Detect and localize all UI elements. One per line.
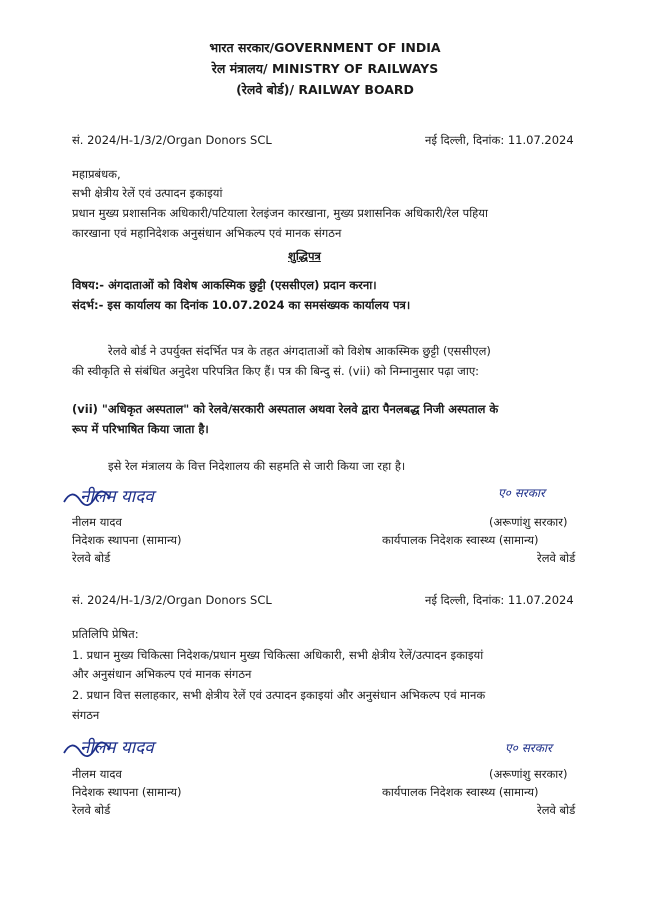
issue-date: नई दिल्ली, दिनांक: 11.07.2024: [425, 133, 574, 147]
addressee-line: प्रधान मुख्य प्रशासनिक अधिकारी/पटियाला रेलइंजन कारखाना, मुख्य प्रशासनिक अधिकारी/रेल पहिया: [72, 206, 488, 220]
concurrence-paragraph: इसे रेल मंत्रालय के वित्त निदेशालय की सहमति से जारी किया जा रहा है।: [108, 459, 406, 473]
copy-reference-number: सं. 2024/H-1/3/2/Organ Donors SCL: [72, 593, 272, 607]
svg-text:नीलम यादव: नीलम यादव: [80, 487, 154, 507]
svg-text:ए० सरकार: ए० सरकार: [505, 741, 552, 755]
svg-text:ए० सरकार: ए० सरकार: [498, 486, 545, 500]
copy-issue-date: नई दिल्ली, दिनांक: 11.07.2024: [425, 593, 574, 607]
header-board: (रेलवे बोर्ड)/ RAILWAY BOARD: [236, 82, 414, 97]
left-signature: [62, 482, 192, 516]
subject-line: विषय:- अंगदाताओं को विशेष आकस्मिक छुट्टी (एससीएल) प्रदान करना।: [72, 278, 377, 292]
signatory-office: रेलवे बोर्ड: [72, 803, 111, 817]
signatory-name: (अरूणांशु सरकार): [489, 515, 568, 529]
signatory-name: नीलम यादव: [72, 767, 122, 781]
addressee-line: सभी क्षेत्रीय रेलें एवं उत्पादन इकाइयां: [72, 186, 223, 200]
right-signature: [505, 737, 585, 763]
copy-recipient: 2. प्रधान वित्त सलाहकार, सभी क्षेत्रीय रेलें एवं उत्पादन इकाइयां और अनुसंधान अभिकल्प एवं मानक: [72, 688, 486, 702]
right-signature: [498, 482, 578, 508]
body-paragraph: रेलवे बोर्ड ने उपर्युक्त संदर्भित पत्र के तहत अंगदाताओं को विशेष आकस्मिक छुट्टी (एससीएल): [108, 344, 491, 358]
signatory-name: नीलम यादव: [72, 515, 122, 529]
reference-number: सं. 2024/H-1/3/2/Organ Donors SCL: [72, 133, 272, 147]
document-title: शुद्धिपत्र: [288, 249, 321, 263]
signatory-office: रेलवे बोर्ड: [72, 551, 111, 565]
copy-recipient: 1. प्रधान मुख्य चिकित्सा निदेशक/प्रधान मुख्य चिकित्सा अधिकारी, सभी क्षेत्रीय रेलें/उत्पादन इकाइयां: [72, 648, 484, 662]
svg-text:नीलम यादव: नीलम यादव: [80, 738, 154, 758]
copy-heading: प्रतिलिपि प्रेषित:: [72, 627, 139, 641]
signatory-designation: कार्यपालक निदेशक स्वास्थ्य (सामान्य): [382, 533, 539, 547]
signatory-designation: कार्यपालक निदेशक स्वास्थ्य (सामान्य): [382, 785, 539, 799]
copy-recipient: और अनुसंधान अभिकल्प एवं मानक संगठन: [72, 667, 252, 681]
left-signature: [62, 733, 192, 767]
header-government: भारत सरकार/GOVERNMENT OF INDIA: [209, 40, 441, 55]
copy-recipient: संगठन: [72, 708, 100, 722]
amended-point: रूप में परिभाषित किया जाता है।: [72, 422, 209, 436]
addressee-line: कारखाना एवं महानिदेशक अनुसंधान अभिकल्प एवं मानक संगठन: [72, 226, 342, 240]
reference-line: संदर्भ:- इस कार्यालय का दिनांक 10.07.2024 का समसंख्यक कार्यालय पत्र।: [72, 298, 411, 312]
signatory-office: रेलवे बोर्ड: [537, 803, 576, 817]
body-paragraph: की स्वीकृति से संबंधित अनुदेश परिपत्रित किए हैं। पत्र की बिन्दु सं. (vii) को निम्नानुसार पढ़ा जाए:: [72, 364, 480, 378]
signatory-name: (अरूणांशु सरकार): [489, 767, 568, 781]
addressee-line: महाप्रबंधक,: [72, 167, 121, 181]
signatory-office: रेलवे बोर्ड: [537, 551, 576, 565]
header-ministry: रेल मंत्रालय/ MINISTRY OF RAILWAYS: [211, 61, 439, 76]
signatory-designation: निदेशक स्थापना (सामान्य): [72, 785, 182, 799]
amended-point: (vii) "अधिकृत अस्पताल" को रेलवे/सरकारी अस्पताल अथवा रेलवे द्वारा पैनलबद्ध निजी अस्पताल के: [72, 402, 499, 416]
signatory-designation: निदेशक स्थापना (सामान्य): [72, 533, 182, 547]
